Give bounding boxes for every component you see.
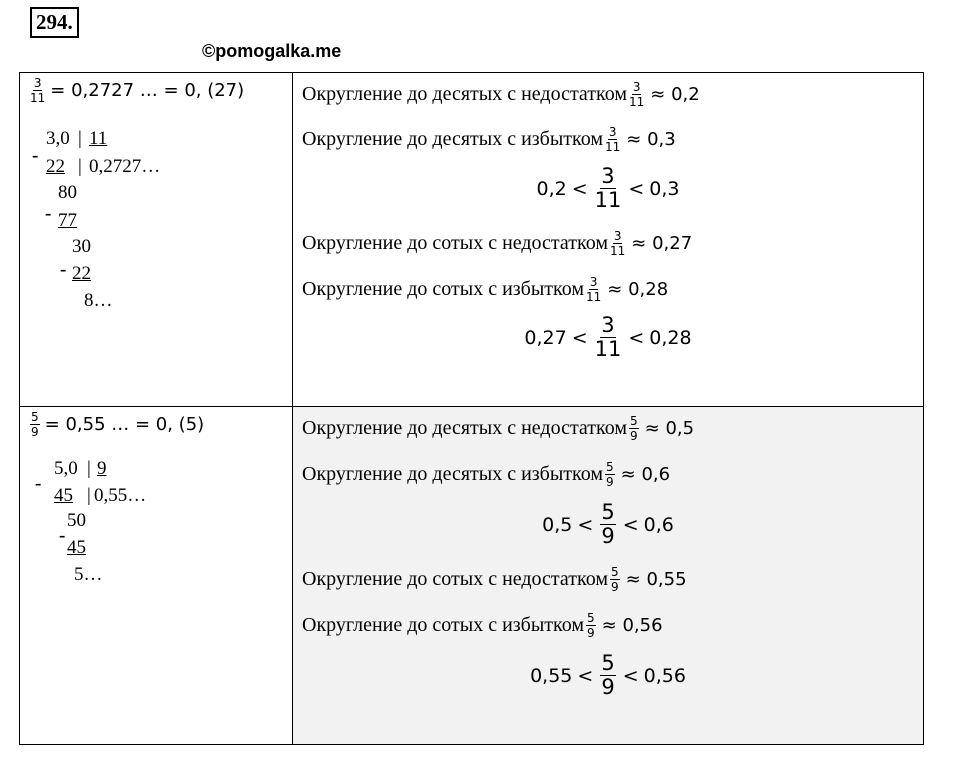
- rounding-line: Округление до десятых с недостатком $\frac{5}{9}$ ≈ 0,5: [302, 414, 695, 443]
- inequality: 0,27 < $\frac{3}{11}$ < 0,28: [524, 313, 692, 361]
- minus-sign: -: [35, 473, 42, 494]
- rounding-cell: [293, 407, 924, 745]
- fraction: $\frac{3}{11}$: [594, 313, 622, 361]
- division-step: 45: [67, 537, 86, 558]
- division-cell: [20, 407, 293, 745]
- rounding-line: Округление до десятых с избытком $\frac{3}{11}$ ≈ 0,3: [302, 125, 676, 154]
- fraction: $\frac{3}{11}$: [610, 229, 626, 258]
- rounding-line: Округление до сотых с недостатком $\frac{3}{11}$ ≈ 0,27: [302, 229, 693, 258]
- minus-sign: -: [45, 203, 52, 224]
- fraction: $\frac{5}{9}$: [601, 500, 615, 548]
- rounding-line: Округление до сотых с избытком $\frac{5}{9}$ ≈ 0,56: [302, 611, 663, 640]
- division-step: 8…: [84, 290, 113, 311]
- quotient: 0,55…: [94, 485, 147, 506]
- fraction: $\frac{3}{11}$: [30, 76, 46, 105]
- division-step: 30: [72, 236, 91, 257]
- fraction: $\frac{5}{9}$: [601, 651, 615, 699]
- expansion-text: = 0,55 … = 0, (5): [44, 414, 205, 435]
- minus-sign: -: [60, 259, 67, 280]
- fraction: $\frac{5}{9}$: [606, 460, 614, 489]
- task-number: 294.: [30, 7, 79, 38]
- solution-table: [19, 72, 924, 745]
- dividend: 5,0: [54, 458, 78, 479]
- rounding-cell: [293, 73, 924, 407]
- rounding-line: Округление до сотых с избытком $\frac{3}{11}$ ≈ 0,28: [302, 275, 669, 304]
- fraction: $\frac{5}{9}$: [587, 611, 595, 640]
- rounding-line: Округление до сотых с недостатком $\frac{5}{9}$ ≈ 0,55: [302, 565, 687, 594]
- divisor: 9: [97, 458, 107, 479]
- inequality: 0,5 < $\frac{5}{9}$ < 0,6: [542, 500, 674, 548]
- table-row: [20, 73, 924, 407]
- fraction: $\frac{3}{11}$: [586, 275, 602, 304]
- fraction: $\frac{3}{11}$: [594, 164, 622, 212]
- divisor: 11: [89, 128, 108, 149]
- division-step: 77: [58, 210, 77, 231]
- rounding-line: Округление до десятых с недостатком $\frac{3}{11}$ ≈ 0,2: [302, 80, 700, 109]
- division-step: 5…: [74, 564, 103, 585]
- rounding-line: Округление до десятых с избытком $\frac{5}{9}$ ≈ 0,6: [302, 460, 671, 489]
- fraction: $\frac{5}{9}$: [611, 565, 619, 594]
- division-step: 80: [58, 182, 77, 203]
- inequality: 0,55 < $\frac{5}{9}$ < 0,56: [530, 651, 686, 699]
- decimal-expansion: [28, 411, 204, 438]
- minus-sign: -: [59, 525, 66, 546]
- decimal-expansion: [28, 77, 244, 104]
- dividend: 3,0: [46, 128, 70, 149]
- expansion-text: = 0,2727 … = 0, (27): [50, 80, 245, 101]
- fraction: $\frac{5}{9}$: [31, 410, 39, 439]
- division-step: 22: [46, 156, 65, 177]
- quotient: 0,2727…: [89, 156, 161, 177]
- division-step: 45: [54, 485, 73, 506]
- division-step: 50: [67, 510, 86, 531]
- inequality: 0,2 < $\frac{3}{11}$ < 0,3: [536, 164, 680, 212]
- division-step: 22: [72, 263, 91, 284]
- division-cell: [20, 73, 293, 407]
- fraction: $\frac{3}{11}$: [605, 125, 621, 154]
- table-row: [20, 407, 924, 745]
- fraction: $\frac{5}{9}$: [630, 414, 638, 443]
- fraction: $\frac{3}{11}$: [629, 80, 645, 109]
- watermark: ©pomogalka.me: [202, 41, 342, 61]
- long-division: - 5,0 | 9 45 | 0,55… - 50 45 5…: [32, 453, 167, 591]
- long-division: - 3,0 | 11 22 | 0,2727… - 80 77 - 30 22 8…: [32, 128, 161, 311]
- minus-sign: -: [32, 145, 39, 166]
